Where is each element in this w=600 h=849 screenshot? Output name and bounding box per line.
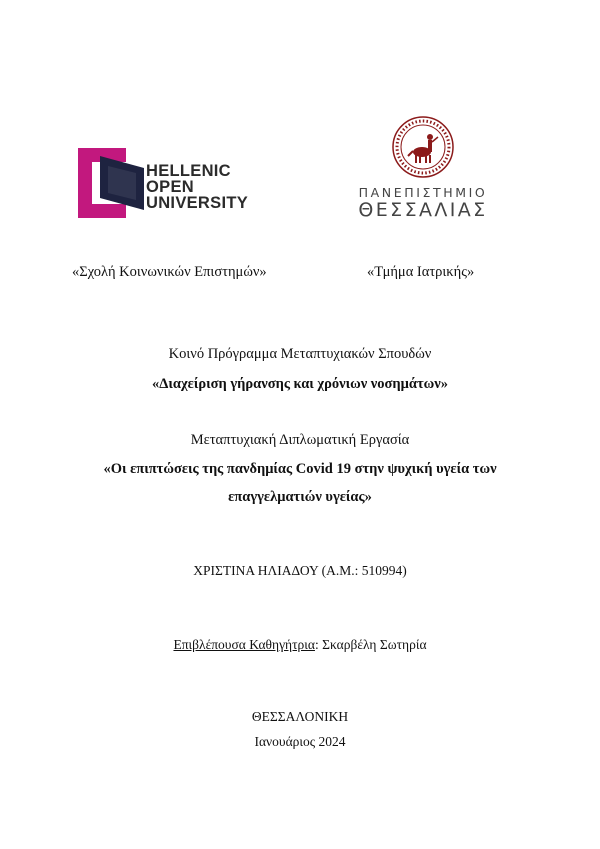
hellenic-open-university-logo (78, 148, 249, 218)
thesis-title-line-2: επαγγελματιών υγείας» (228, 489, 372, 505)
thessaly-seal-icon (391, 115, 455, 179)
supervisor-line (0, 637, 600, 653)
department-name: «Τμήμα Ιατρικής» (367, 264, 475, 280)
supervisor-separator: : (314, 637, 323, 652)
hou-emblem-icon (78, 148, 144, 218)
program-label: Κοινό Πρόγραμμα Μεταπτυχιακών Σπουδών (168, 346, 432, 362)
place: ΘΕΣΣΑΛΟΝΙΚΗ (251, 709, 349, 724)
author-name: ΧΡΙΣΤΙΝΑ ΗΛΙΑΔΟΥ (Α.Μ.: 510994) (193, 563, 407, 578)
university-of-thessaly-logo (348, 115, 498, 225)
program-title: «Διαχείριση γήρανσης και χρόνιων νοσημάτων» (152, 376, 448, 392)
thesis-title-line-1: «Οι επιπτώσεις της πανδημίας Covid 19 στην ψυχική υγεία των (103, 461, 497, 477)
date: Ιανουάριος 2024 (254, 734, 346, 749)
thesis-label: Μεταπτυχιακή Διπλωματική Εργασία (190, 432, 410, 448)
uth-name-line-2: ΘΕΣΣΑΛΙΑΣ (358, 199, 488, 221)
school-name: «Σχολή Κοινωνικών Επιστημών» (72, 264, 267, 280)
uth-name-line-1: ΠΑΝΕΠΙΣΤΗΜΙΟ (358, 185, 488, 200)
hou-word-2: OPEN (146, 178, 194, 196)
hou-word-1: HELLENIC (146, 162, 231, 180)
hou-word-3: UNIVERSITY (146, 194, 249, 212)
supervisor-name: Σκαρβέλη Σωτηρία (322, 637, 427, 652)
supervisor-label: Επιβλέπουσα Καθηγήτρια (173, 637, 315, 652)
